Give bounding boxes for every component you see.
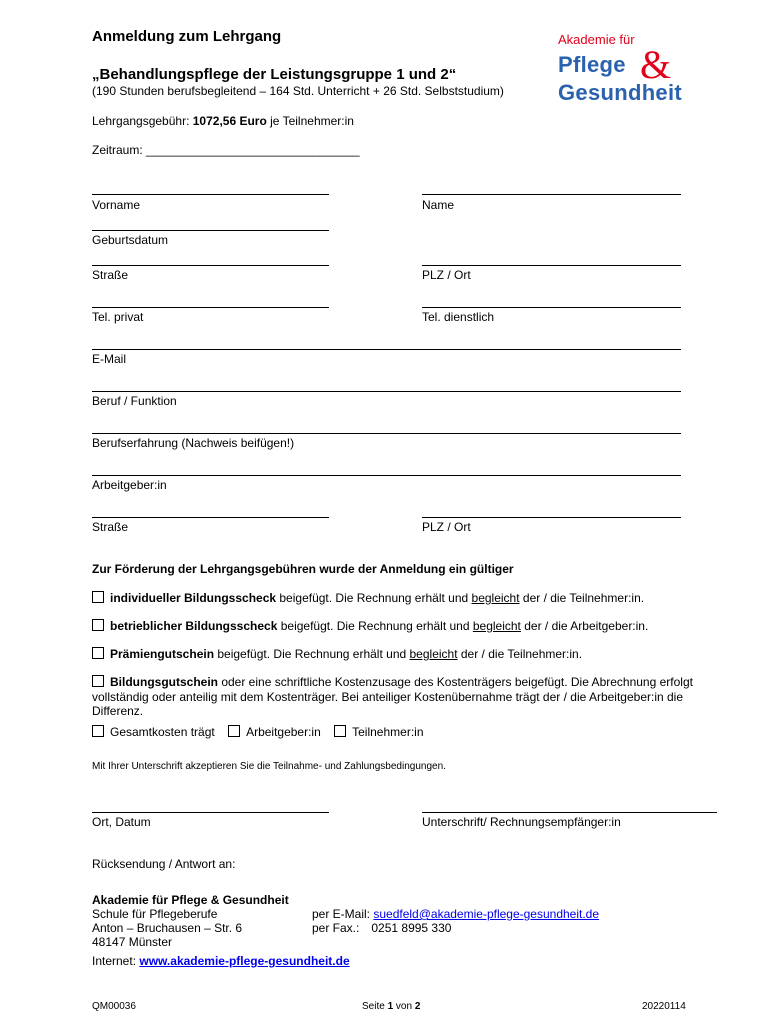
checkbox-individueller-bildungsscheck[interactable]	[92, 591, 104, 603]
plz-ort2-line[interactable]	[422, 517, 681, 518]
course-hours: (190 Stunden berufsbegleitend – 164 Std. Unterricht + 26 Std. Selbststudium)	[92, 84, 504, 98]
fax-label: per Fax.:	[312, 921, 360, 935]
label-arbeitgeber: Arbeitgeber:in	[92, 478, 167, 492]
checkbox-betrieblicher-bildungsscheck[interactable]	[92, 619, 104, 631]
opt4-line-2: vollständig oder anteilig mit dem Kostenträger. Bei anteiliger Kostenübernahme trägt der / die Arbeitgeber:in die	[92, 690, 684, 704]
opt4-bold: Bildungsgutschein	[110, 675, 218, 689]
label-strasse2: Straße	[92, 520, 129, 534]
funding-option-4	[92, 675, 693, 689]
cost-participant-label: Teilnehmer:in	[352, 725, 424, 739]
opt3-ul: begleicht	[409, 647, 458, 661]
label-signature: Unterschrift/ Rechnungsempfänger:in	[422, 815, 621, 829]
footer-page	[362, 1001, 420, 1012]
internet-row	[92, 954, 350, 968]
checkbox-bildungsgutschein[interactable]	[92, 675, 104, 687]
opt2-bold: betrieblicher Bildungsscheck	[110, 619, 278, 633]
checkbox-praemiengutschein[interactable]	[92, 647, 104, 659]
fee-amount: 1072,56 Euro	[192, 114, 267, 128]
opt1-ul: begleicht	[471, 591, 520, 605]
fee-suffix: je Teilnehmer:in	[266, 114, 354, 128]
opt3-end: der / die Teilnehmer:in.	[457, 647, 583, 661]
plz-ort-line[interactable]	[422, 265, 681, 266]
strasse-line[interactable]	[92, 265, 329, 266]
page-number: 1	[387, 1001, 394, 1012]
beruf-line[interactable]	[92, 391, 681, 392]
signature-line[interactable]	[422, 812, 717, 813]
label-tel-dienstlich: Tel. dienstlich	[422, 310, 495, 324]
opt2-text: beigefügt. Die Rechnung erhält und	[277, 619, 473, 633]
signature-notice: Mit Ihrer Unterschrift akzeptieren Sie die Teilnahme- und Zahlungsbedingungen.	[92, 761, 446, 772]
website-link[interactable]: www.akademie-pflege-gesundheit.de	[139, 954, 350, 968]
geburtsdatum-line[interactable]	[92, 230, 329, 231]
period-label: Zeitraum:	[92, 143, 147, 157]
return-school: Schule für Pflegeberufe	[92, 907, 218, 921]
label-berufserfahrung: Berufserfahrung (Nachweis beifügen!)	[92, 436, 295, 450]
logo-amp-glyph: &	[640, 42, 672, 86]
footer-date: 20220114	[642, 1001, 686, 1012]
label-plz-ort2: PLZ / Ort	[422, 520, 471, 534]
label-vorname: Vorname	[92, 198, 141, 212]
label-tel-privat: Tel. privat	[92, 310, 144, 324]
fee-prefix: Lehrgangsgebühr:	[92, 114, 193, 128]
opt3-text: beigefügt. Die Rechnung erhält und	[214, 647, 410, 661]
email-line[interactable]	[92, 349, 681, 350]
cost-total-label: Gesamtkosten trägt	[110, 725, 215, 739]
internet-label: Internet:	[92, 954, 140, 968]
vorname-line[interactable]	[92, 194, 329, 195]
checkbox-teilnehmer[interactable]	[334, 725, 346, 737]
email-link[interactable]: suedfeld@akademie-pflege-gesundheit.de	[373, 907, 600, 921]
page-total: 2	[414, 1001, 421, 1012]
page-prefix: Seite	[362, 1001, 388, 1012]
return-city: 48147 Münster	[92, 935, 173, 949]
berufserfahrung-line[interactable]	[92, 433, 681, 434]
label-strasse: Straße	[92, 268, 129, 282]
opt2-end: der / die Arbeitgeber:in.	[520, 619, 649, 633]
course-title: „Behandlungspflege der Leistungsgruppe 1 und 2“	[92, 66, 457, 83]
page-mid: von	[393, 1001, 415, 1012]
email-label: per E-Mail:	[312, 907, 374, 921]
footer-code: QM00036	[92, 1001, 136, 1012]
tel-privat-line[interactable]	[92, 307, 329, 308]
opt4-text: oder eine schriftliche Kostenzusage des Kostenträgers beigefügt. Die Abrechnung erfolgt	[218, 675, 693, 689]
cost-bearer-row	[92, 725, 424, 739]
checkbox-arbeitgeber[interactable]	[228, 725, 240, 737]
return-street: Anton – Bruchausen – Str. 6	[92, 921, 243, 935]
funding-option-2	[92, 619, 648, 633]
name-line[interactable]	[422, 194, 681, 195]
label-plz-ort: PLZ / Ort	[422, 268, 471, 282]
strasse2-line[interactable]	[92, 517, 329, 518]
return-label: Rücksendung / Antwort an:	[92, 857, 236, 871]
opt4-line-3: Differenz.	[92, 704, 144, 718]
arbeitgeber-line[interactable]	[92, 475, 681, 476]
checkbox-gesamtkosten[interactable]	[92, 725, 104, 737]
period-blank[interactable]: ________________________________	[146, 143, 360, 157]
place-date-line[interactable]	[92, 812, 329, 813]
logo-line-1: Akademie für	[558, 32, 635, 47]
logo-line-2: Pflege	[558, 52, 626, 77]
return-email-row	[312, 907, 599, 921]
label-geburtsdatum: Geburtsdatum	[92, 233, 169, 247]
opt3-bold: Prämiengutschein	[110, 647, 215, 661]
funding-heading: Zur Förderung der Lehrgangsgebühren wurde der Anmeldung ein gültiger	[92, 562, 514, 576]
label-place-date: Ort, Datum	[92, 815, 151, 829]
logo-line-3: Gesundheit	[558, 80, 683, 105]
return-org: Akademie für Pflege & Gesundheit	[92, 893, 289, 907]
tel-dienstlich-line[interactable]	[422, 307, 681, 308]
opt1-bold: individueller Bildungsscheck	[110, 591, 277, 605]
label-name: Name	[422, 198, 455, 212]
opt1-end: der / die Teilnehmer:in.	[519, 591, 645, 605]
period-row	[92, 143, 360, 157]
fax-number: 0251 8995 330	[371, 921, 452, 935]
opt1-text: beigefügt. Die Rechnung erhält und	[276, 591, 472, 605]
return-fax-row	[312, 921, 451, 935]
page-title: Anmeldung zum Lehrgang	[92, 28, 282, 45]
funding-option-3	[92, 647, 582, 661]
label-email: E-Mail	[92, 352, 127, 366]
funding-option-1	[92, 591, 644, 605]
opt2-ul: begleicht	[472, 619, 521, 633]
cost-employer-label: Arbeitgeber:in	[246, 725, 321, 739]
course-fee	[92, 114, 354, 128]
label-beruf: Beruf / Funktion	[92, 394, 177, 408]
